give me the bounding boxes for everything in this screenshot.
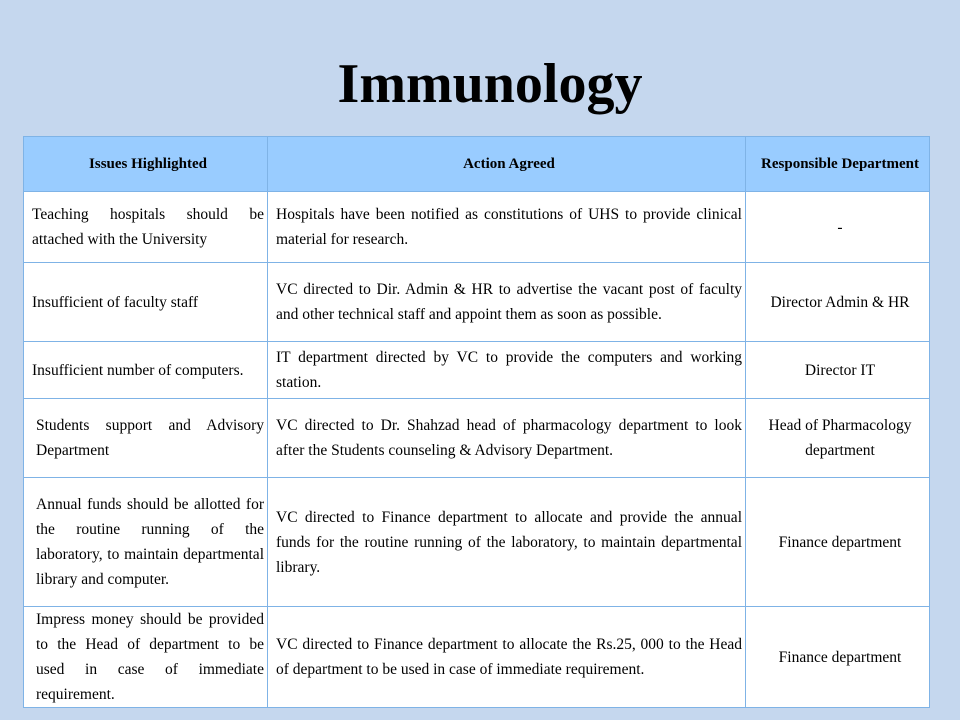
- action-cell: Hospitals have been notified as constitutions of UHS to provide clinical material for research.: [268, 192, 746, 263]
- table-row: [24, 192, 930, 263]
- responsible-cell: Finance department: [746, 607, 930, 708]
- responsible-cell: Director Admin & HR: [746, 263, 930, 342]
- table-header-row: [24, 137, 930, 192]
- action-cell: VC directed to Dir. Admin & HR to advertise the vacant post of faculty and other technical staff and appoint them as soon as possible.: [268, 263, 746, 342]
- header-issues-highlighted: Issues Highlighted: [24, 137, 268, 192]
- slide-title: Immunology: [337, 53, 643, 115]
- issue-cell: Teaching hospitals should be attached with the University: [24, 192, 268, 263]
- responsible-cell: -: [746, 192, 930, 263]
- issue-cell: Insufficient number of computers.: [24, 342, 268, 399]
- header-responsible-department: Responsible Department: [746, 137, 930, 192]
- responsible-cell: Head of Pharmacology department: [746, 399, 930, 478]
- action-cell: VC directed to Finance department to allocate and provide the annual funds for the routine running of the laboratory, to maintain departmental library.: [268, 478, 746, 607]
- issue-cell: Annual funds should be allotted for the routine running of the laboratory, to maintain departmental library and computer.: [24, 478, 268, 607]
- table-row: [24, 263, 930, 342]
- issues-table: [23, 136, 930, 708]
- table-row: [24, 342, 930, 399]
- responsible-cell: Finance department: [746, 478, 930, 607]
- action-cell: IT department directed by VC to provide the computers and working station.: [268, 342, 746, 399]
- issue-cell: Students support and Advisory Department: [24, 399, 268, 478]
- issue-cell: Insufficient of faculty staff: [24, 263, 268, 342]
- issue-cell: Impress money should be provided to the Head of department to be used in case of immediate requirement.: [24, 607, 268, 708]
- header-action-agreed: Action Agreed: [268, 137, 746, 192]
- table-row: [24, 399, 930, 478]
- action-cell: VC directed to Dr. Shahzad head of pharmacology department to look after the Students counseling & Advisory Department.: [268, 399, 746, 478]
- table-row: [24, 607, 930, 708]
- table-row: [24, 478, 930, 607]
- action-cell: VC directed to Finance department to allocate the Rs.25, 000 to the Head of department to be used in case of immediate requirement.: [268, 607, 746, 708]
- responsible-cell: Director IT: [746, 342, 930, 399]
